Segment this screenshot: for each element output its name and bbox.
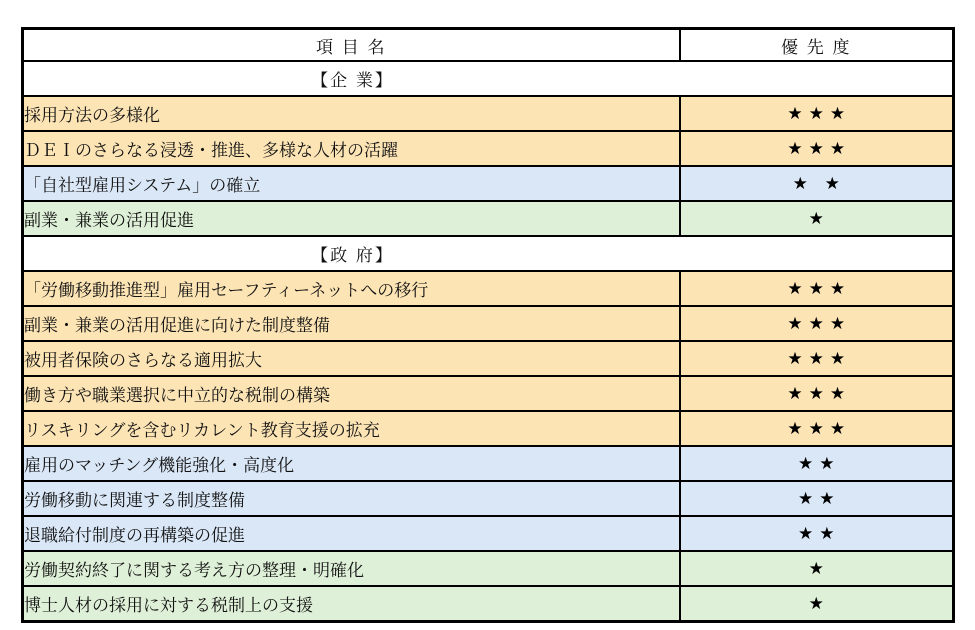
item-label: 「労働移動推進型」雇用セーフティーネットへの移行 [23,271,680,306]
column-header-item: 項 目 名 [23,29,680,62]
table-row [23,131,954,166]
item-label: 採用方法の多様化 [23,96,680,131]
section-title: 【政 府】 [311,246,394,265]
priority-stars: ★ ★ [680,166,954,201]
item-label: 被用者保険のさらなる適用拡大 [23,341,680,376]
table-row [23,411,954,446]
priority-stars: ★★★ [680,306,954,341]
table-row [23,271,954,306]
table-row [23,446,954,481]
table-row [23,376,954,411]
item-label: リスキリングを含むリカレント教育支援の拡充 [23,411,680,446]
item-label: 労働契約終了に関する考え方の整理・明確化 [23,551,680,586]
column-header-priority: 優 先 度 [680,29,954,62]
section-header-row-company [23,61,954,96]
table-row [23,586,954,622]
table-row [23,166,954,201]
priority-stars: ★★★ [680,341,954,376]
table-row [23,306,954,341]
priority-table [21,27,955,623]
table-row [23,481,954,516]
priority-table-container [21,27,955,623]
item-label: 「自社型雇用システム」の確立 [23,166,680,201]
priority-stars: ★★ [680,481,954,516]
item-label: 博士人材の採用に対する税制上の支援 [23,586,680,622]
priority-stars: ★★★ [680,96,954,131]
priority-stars: ★ [680,201,954,236]
priority-stars: ★★ [680,516,954,551]
priority-stars: ★★★ [680,271,954,306]
table-row [23,341,954,376]
table-row [23,551,954,586]
section-title: 【企 業】 [311,71,394,90]
item-label: 退職給付制度の再構築の促進 [23,516,680,551]
header-row [23,29,954,62]
priority-stars: ★★ [680,446,954,481]
table-row [23,201,954,236]
item-label: 副業・兼業の活用促進に向けた制度整備 [23,306,680,341]
priority-stars: ★ [680,551,954,586]
item-label: 労働移動に関連する制度整備 [23,481,680,516]
item-label: ＤＥＩのさらなる浸透・推進、多様な人材の活躍 [23,131,680,166]
priority-stars: ★★★ [680,131,954,166]
table-row [23,96,954,131]
priority-stars: ★★★ [680,376,954,411]
table-row [23,516,954,551]
item-label: 雇用のマッチング機能強化・高度化 [23,446,680,481]
item-label: 働き方や職業選択に中立的な税制の構築 [23,376,680,411]
item-label: 副業・兼業の活用促進 [23,201,680,236]
priority-stars: ★★★ [680,411,954,446]
section-header-row-government [23,236,954,271]
priority-stars: ★ [680,586,954,622]
